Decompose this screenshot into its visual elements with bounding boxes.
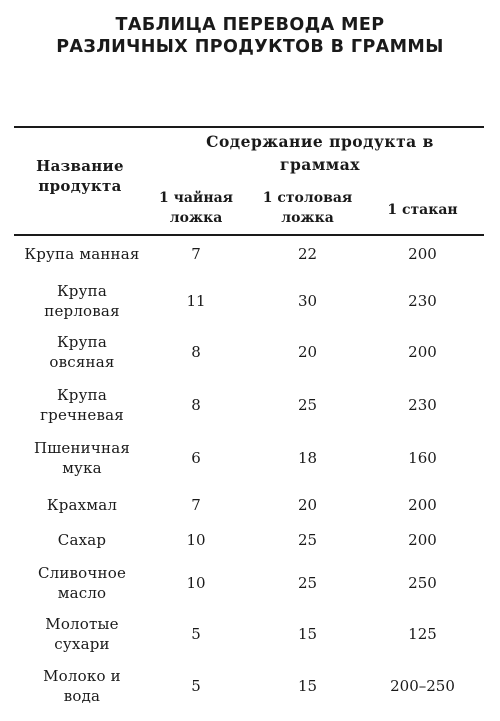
row-product-name: Крупа манная (24, 245, 140, 263)
row-product-name: Пшеничная мука (33, 439, 131, 477)
row-teaspoon-grams: 8 (191, 343, 201, 361)
row-teaspoon-grams: 7 (191, 496, 201, 514)
row-teaspoon-grams: 5 (191, 677, 201, 695)
page-title-line-1: ТАБЛИЦА ПЕРЕВОДА МЕР (115, 15, 385, 35)
table-row (0, 276, 500, 326)
row-tablespoon-grams: 15 (297, 625, 318, 643)
row-tablespoon-grams: 25 (297, 574, 318, 592)
row-product-name: Сахар (57, 531, 107, 549)
row-glass-grams: 230 (408, 396, 437, 414)
row-tablespoon-grams: 25 (297, 531, 318, 549)
row-teaspoon-grams: 10 (186, 531, 206, 549)
header-product-name: Название продукта (36, 157, 124, 195)
row-glass-grams: 200 (408, 245, 437, 263)
row-tablespoon-grams: 20 (297, 496, 318, 514)
row-product-name: Молотые сухари (45, 615, 119, 653)
page-title (0, 14, 500, 58)
table-row (0, 558, 500, 608)
row-glass-grams: 230 (408, 292, 437, 310)
row-tablespoon-grams: 20 (297, 343, 318, 361)
table-row (0, 327, 500, 377)
header-product-content: Содержание продукта в граммах (206, 132, 434, 174)
table-row (0, 433, 500, 483)
table-row (0, 229, 500, 279)
row-tablespoon-grams: 30 (297, 292, 318, 310)
row-glass-grams: 200 (408, 531, 437, 549)
row-teaspoon-grams: 8 (191, 396, 201, 414)
row-glass-grams: 200 (408, 496, 437, 514)
table-row (0, 380, 500, 430)
row-product-name: Крупа гречневая (40, 386, 124, 424)
header-glass: 1 стакан (387, 202, 458, 218)
row-teaspoon-grams: 5 (191, 625, 201, 643)
table-row (0, 609, 500, 659)
row-teaspoon-grams: 11 (186, 292, 206, 310)
page-title-line-2: РАЗЛИЧНЫХ ПРОДУКТОВ В ГРАММЫ (56, 37, 444, 57)
table-row (0, 661, 500, 711)
row-glass-grams: 125 (408, 625, 437, 643)
row-tablespoon-grams: 18 (297, 449, 318, 467)
row-product-name: Крупа овсяная (49, 333, 115, 371)
header-teaspoon: 1 чайная ложка (159, 190, 233, 226)
row-product-name: Сливочное масло (37, 564, 127, 602)
row-product-name: Крахмал (46, 496, 118, 514)
row-glass-grams: 200 (408, 343, 437, 361)
row-tablespoon-grams: 22 (297, 245, 318, 263)
table-top-rule (14, 126, 484, 128)
row-tablespoon-grams: 15 (297, 677, 318, 695)
row-teaspoon-grams: 6 (191, 449, 201, 467)
row-glass-grams: 160 (408, 449, 437, 467)
row-glass-grams: 200–250 (390, 677, 455, 695)
row-glass-grams: 250 (408, 574, 437, 592)
row-tablespoon-grams: 25 (297, 396, 318, 414)
row-teaspoon-grams: 10 (186, 574, 206, 592)
header-tablespoon: 1 столовая ложка (262, 190, 353, 226)
row-teaspoon-grams: 7 (191, 245, 201, 263)
row-product-name: Крупа перловая (44, 282, 120, 320)
row-product-name: Молоко и вода (43, 667, 121, 705)
